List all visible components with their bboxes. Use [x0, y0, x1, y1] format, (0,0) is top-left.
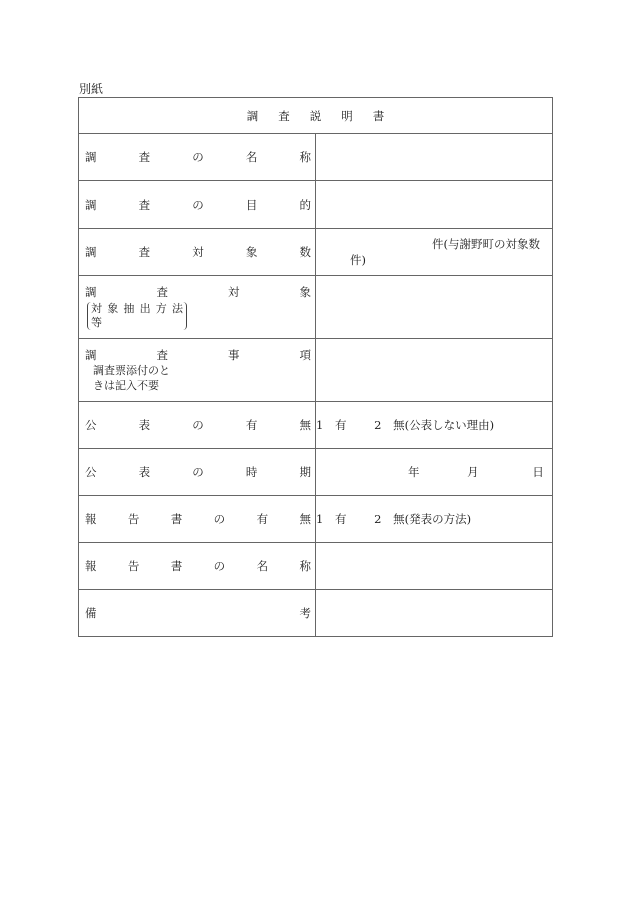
label-survey-target-count: 調 査 対 象 数	[79, 229, 316, 276]
field-publication[interactable]	[316, 402, 553, 449]
year-label: 年	[408, 465, 420, 479]
field-publication-date[interactable]	[316, 449, 553, 496]
option-1-number: 1	[316, 418, 324, 432]
field-report[interactable]	[316, 496, 553, 543]
count-suffix: 件)	[350, 253, 366, 267]
field-survey-target[interactable]	[316, 276, 553, 339]
field-survey-target-count[interactable]	[316, 229, 553, 276]
field-report-name[interactable]	[316, 543, 553, 590]
month-label: 月	[467, 465, 479, 479]
extraction-method-note: 対 象 抽 出 方 法 等	[87, 302, 187, 330]
label-report-name: 報 告 書 の 名 称	[79, 543, 316, 590]
label-report: 報 告 書 の 有 無	[79, 496, 316, 543]
option-yes[interactable]: 有	[334, 512, 347, 526]
label-survey-purpose: 調 査 の 目 的	[79, 181, 316, 229]
day-label: 日	[532, 465, 544, 479]
label-survey-items: 調 査 事 項 調査票添付のと きは記入不要	[79, 339, 316, 402]
option-2-number: 2	[374, 418, 382, 432]
option-yes[interactable]: 有	[334, 418, 347, 432]
label-survey-name: 調 査 の 名 称	[79, 134, 316, 181]
form-title	[79, 98, 553, 134]
title-char: 説	[309, 108, 322, 123]
title-char: 書	[372, 108, 385, 123]
label-publication: 公 表 の 有 無	[79, 402, 316, 449]
field-remarks[interactable]	[316, 590, 553, 637]
label-remarks: 備 考	[79, 590, 316, 637]
annex-label: 別紙	[79, 82, 104, 96]
attachment-note: 調査票添付のと きは記入不要	[93, 364, 170, 392]
option-no-reason[interactable]: 無(公表しない理由)	[393, 418, 495, 432]
option-2-number: 2	[374, 512, 382, 526]
field-survey-purpose[interactable]	[316, 181, 553, 229]
survey-explanation-form	[78, 97, 553, 637]
label-publication-date: 公 表 の 時 期	[79, 449, 316, 496]
option-no-method[interactable]: 無(発表の方法)	[393, 512, 472, 526]
field-survey-name[interactable]	[316, 134, 553, 181]
title-char: 調	[246, 108, 259, 123]
option-1-number: 1	[316, 512, 324, 526]
label-survey-target: 調 査 対 象 対 象 抽 出 方 法 等	[79, 276, 316, 339]
count-prefix: 件(与謝野町の対象数	[432, 237, 540, 251]
field-survey-items[interactable]	[316, 339, 553, 402]
title-char: 査	[278, 108, 290, 123]
title-char: 明	[341, 108, 353, 123]
